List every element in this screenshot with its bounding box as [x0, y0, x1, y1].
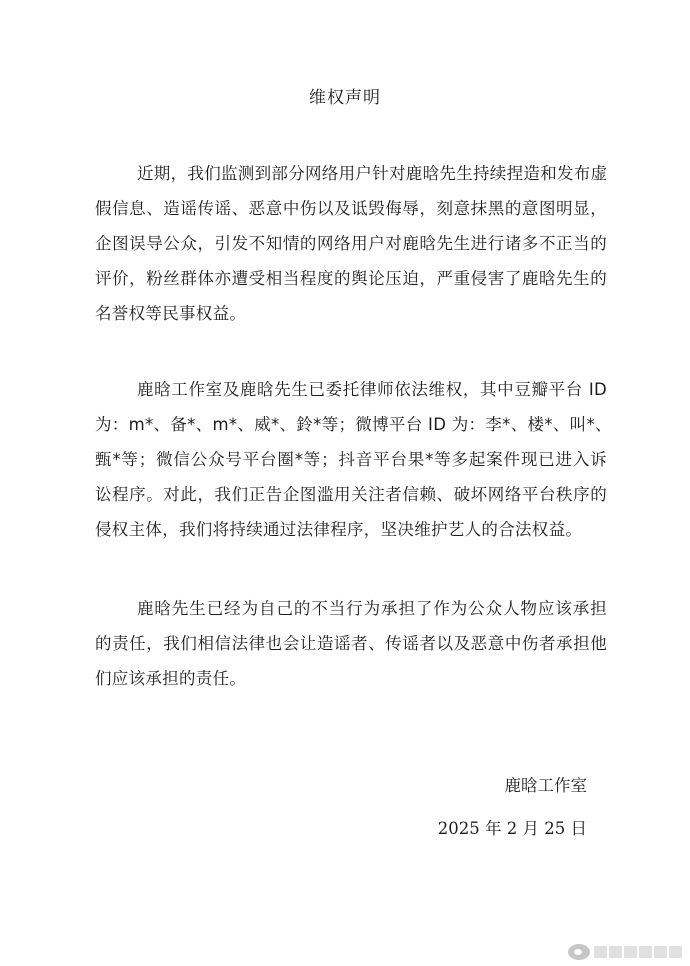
- paragraph-3: [95, 591, 607, 696]
- paragraph-line: 侵权主体，我们将持续通过法律程序，坚决维护艺人的合法权益。: [95, 520, 583, 539]
- paragraph-line: 鹿晗工作室及鹿晗先生已委托律师依法维权，其中豆瓣平台 ID: [137, 380, 607, 399]
- paragraph-line: 甄*等；微信公众号平台圈*等；抖音平台果*等多起案件现已进入诉: [95, 450, 607, 469]
- signature-organization: 鹿晗工作室: [504, 776, 587, 795]
- paragraph-line: 鹿晗先生已经为自己的不当行为承担了作为公众人物应该承担: [137, 599, 607, 618]
- paragraph-line: 们应该承担的责任。: [95, 669, 247, 688]
- paragraph-line: 企图误导公众，引发不知情的网络用户对鹿晗先生进行诸多不正当的: [95, 234, 607, 253]
- paragraph-line: 为：m*、备*、m*、威*、鈴*等；微博平台 ID 为：李*、楼*、叫*、: [95, 415, 612, 434]
- document-title: 维权声明: [309, 88, 381, 108]
- paragraph-line: 讼程序。对此，我们正告企图滥用关注者信赖、破坏网络平台秩序的: [95, 485, 607, 504]
- signature-date: 2025 年 2 月 25 日: [437, 819, 587, 838]
- paragraph-line: 名誉权等民事权益。: [95, 304, 247, 323]
- weibo-logo-icon: [568, 944, 590, 960]
- paragraph-2: [95, 372, 612, 547]
- paragraph-line: 评价，粉丝群体亦遭受相当程度的舆论压迫，严重侵害了鹿晗先生的: [95, 269, 607, 288]
- watermark-mask: [594, 946, 682, 958]
- paragraph-line: 假信息、造谣传谣、恶意中伤以及诋毁侮辱，刻意抹黑的意图明显，: [95, 199, 607, 218]
- paragraph-line: 近期，我们监测到部分网络用户针对鹿晗先生持续捏造和发布虚: [137, 164, 608, 183]
- paragraph-1: [95, 156, 607, 331]
- paragraph-line: 的责任，我们相信法律也会让造谣者、传谣者以及恶意中伤者承担他: [95, 634, 607, 653]
- watermark: [568, 944, 682, 960]
